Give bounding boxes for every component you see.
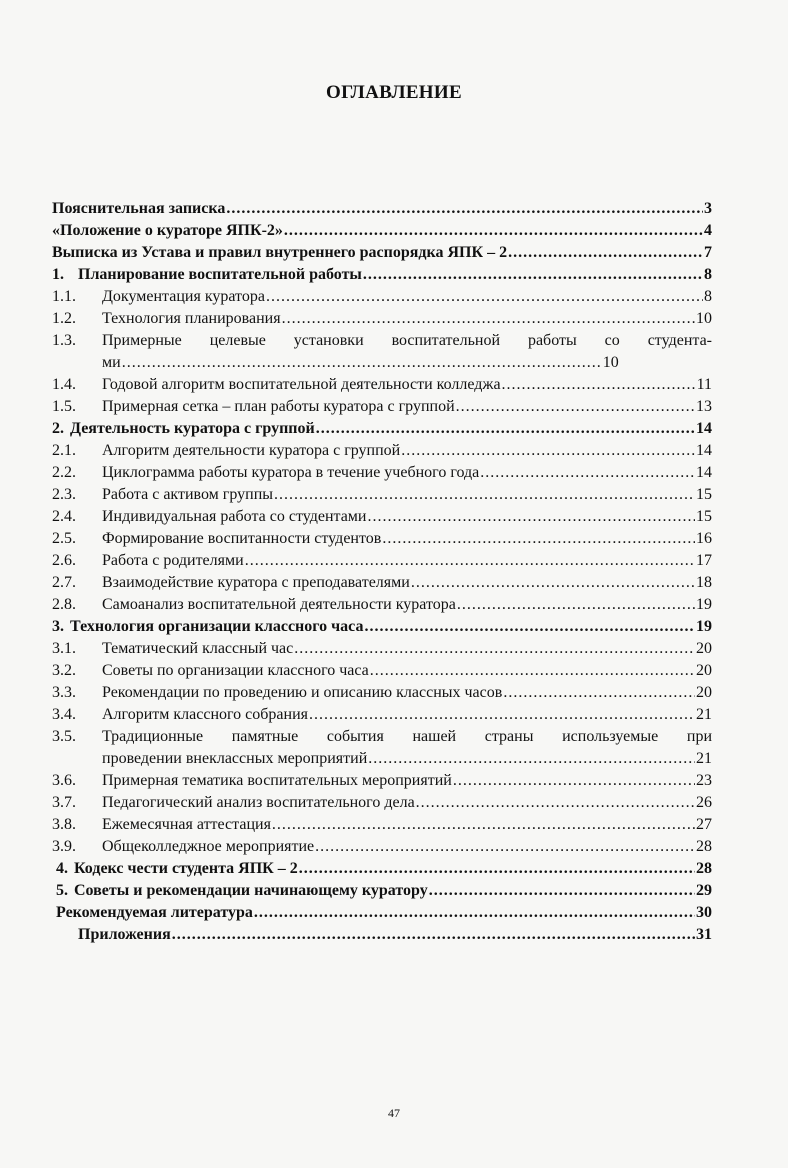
toc-entry — [52, 462, 712, 484]
toc-entry-title: Рекомендации по проведению и описанию классных часов — [102, 684, 503, 701]
toc-entry-page: 28 — [696, 860, 712, 877]
toc-entry-number: 2.8. — [52, 596, 76, 613]
leader-dots — [309, 704, 695, 726]
toc-entry-title: Приложения — [78, 926, 171, 943]
toc-entry-page: 20 — [696, 662, 712, 679]
toc-entry-number: 2.4. — [52, 508, 76, 525]
toc-entry-number: 3.6. — [52, 772, 76, 789]
toc-entry — [52, 704, 712, 726]
leader-dots — [503, 682, 695, 704]
toc-entry — [52, 836, 712, 858]
toc-entry-page: 19 — [696, 596, 712, 613]
page-title: ОГЛАВЛЕНИЕ — [326, 82, 462, 103]
leader-dots — [429, 880, 695, 902]
toc-entry-title: Выписка из Устава и правил внутреннего распорядка ЯПК – 2 — [52, 244, 508, 261]
toc-entry-page: 11 — [696, 376, 712, 393]
toc-entry — [52, 616, 712, 638]
toc-entry — [52, 220, 712, 242]
leader-dots — [502, 374, 696, 396]
toc-entry-page: 17 — [696, 552, 712, 569]
toc-entry — [52, 924, 712, 946]
toc-entry-number: 3.4. — [52, 706, 76, 723]
toc-entry-title: Индивидуальная работа со студентами — [102, 508, 367, 525]
toc-entry-page: 8 — [704, 266, 712, 283]
leader-dots — [456, 396, 695, 418]
toc-entry-page: 19 — [696, 618, 712, 635]
toc-entry-title: Общеколледжное мероприятие — [102, 838, 315, 855]
toc-entry-page: 21 — [696, 750, 712, 767]
toc-entry-number: 2.5. — [52, 530, 76, 547]
toc-entry-title: Документация куратора — [102, 288, 265, 305]
toc-entry-title: Педагогический анализ воспитательного дела — [102, 794, 415, 811]
leader-dots — [401, 440, 695, 462]
toc-entry-page: 18 — [696, 574, 712, 591]
toc-entry-page: 21 — [696, 706, 712, 723]
toc-entry — [52, 814, 712, 836]
toc-entry-title: Взаимодействие куратора с преподавателями — [102, 574, 410, 591]
toc-entry-page: 23 — [696, 772, 712, 789]
leader-dots — [172, 924, 695, 946]
toc-entry-page: 13 — [696, 398, 712, 415]
toc-entry-page: 7 — [704, 244, 712, 261]
leader-dots — [122, 352, 602, 374]
toc-entry — [52, 726, 712, 770]
leader-dots — [368, 506, 696, 528]
toc-entry — [52, 858, 712, 880]
toc-entry-page: 26 — [696, 794, 712, 811]
toc-entry-title: Планирование воспитательной работы — [78, 266, 362, 283]
leader-dots — [226, 198, 703, 220]
toc-entry-title: Работа с активом группы — [102, 486, 274, 503]
toc-entry-title: Примерная тематика воспитательных мероприятий — [102, 772, 452, 789]
leader-dots — [370, 660, 695, 682]
toc-entry-number: 2.7. — [52, 574, 76, 591]
leader-dots — [272, 814, 695, 836]
toc-entry-title: «Положение о кураторе ЯПК-2» — [52, 222, 283, 239]
toc-entry — [52, 242, 712, 264]
toc-entry — [52, 792, 712, 814]
toc-entry-page: 10 — [696, 310, 712, 327]
toc-entry-number: 1.5. — [52, 398, 76, 415]
toc-entry-page: 28 — [696, 838, 712, 855]
leader-dots — [282, 308, 695, 330]
toc-entry — [52, 660, 712, 682]
leader-dots — [382, 528, 695, 550]
toc-entry — [52, 880, 712, 902]
toc-entry-title: Технология организации классного часа — [70, 618, 364, 635]
toc-entry-number: 3.8. — [52, 816, 76, 833]
toc-entry-title: Алгоритм деятельности куратора с группой — [102, 442, 401, 459]
toc-entry-page: 14 — [696, 464, 712, 481]
leader-dots — [364, 616, 695, 638]
toc-entry-page: 3 — [704, 200, 712, 217]
toc-entry-page: 29 — [696, 882, 712, 899]
toc-entry-number: 3.5. — [52, 728, 76, 745]
toc-entry — [52, 682, 712, 704]
toc-entry-number: 3.3. — [52, 684, 76, 701]
toc-entry-number: 2.2. — [52, 464, 76, 481]
toc-entry-title: Традиционные памятные события нашей страны используемые при — [102, 728, 712, 745]
leader-dots — [274, 484, 695, 506]
leader-dots — [315, 836, 695, 858]
toc-entry — [52, 330, 712, 374]
toc-entry — [52, 374, 712, 396]
toc-entry — [52, 572, 712, 594]
toc-entry — [52, 484, 712, 506]
leader-dots — [299, 858, 695, 880]
toc-entry-title-continuation: проведении внеклассных мероприятий — [102, 750, 368, 767]
toc-entry-title: Работа с родителями — [102, 552, 244, 569]
leader-dots — [480, 462, 695, 484]
toc-entry — [52, 770, 712, 792]
toc-entry — [52, 440, 712, 462]
toc-entry-page: 4 — [704, 222, 712, 239]
toc-entry — [52, 396, 712, 418]
toc-entry — [52, 198, 712, 220]
toc-entry-page: 15 — [696, 508, 712, 525]
toc-entry — [52, 308, 712, 330]
toc-entry-page: 15 — [696, 486, 712, 503]
toc-entry-number: 2.6. — [52, 552, 76, 569]
toc-entry-title: Кодекс чести студента ЯПК – 2 — [74, 860, 298, 877]
toc-entry-page: 27 — [696, 816, 712, 833]
leader-dots — [316, 418, 695, 440]
toc-entry-page: 16 — [696, 530, 712, 547]
leader-dots — [245, 550, 695, 572]
toc-entry-number: 1.2. — [52, 310, 76, 327]
toc-entry — [52, 902, 712, 924]
leader-dots — [416, 792, 695, 814]
leader-dots — [266, 286, 703, 308]
toc-entry-number: 5. — [56, 882, 68, 899]
toc-entry-title: Годовой алгоритм воспитательной деятельности колледжа — [102, 376, 501, 393]
toc-entry-page: 20 — [696, 684, 712, 701]
toc-entry — [52, 506, 712, 528]
toc-entry-title: Формирование воспитанности студентов — [102, 530, 382, 547]
toc-entry-number: 3.7. — [52, 794, 76, 811]
toc-entry-title: Рекомендуемая литература — [56, 904, 253, 921]
toc-entry-number: 1.3. — [52, 332, 76, 349]
toc-entry-page: 30 — [696, 904, 712, 921]
leader-dots — [457, 594, 695, 616]
toc-entry-number: 1.1. — [52, 288, 76, 305]
page-number: 47 — [388, 1106, 400, 1120]
toc-entry — [52, 264, 712, 286]
leader-dots — [294, 638, 695, 660]
toc-entry-title: Алгоритм классного собрания — [102, 706, 308, 723]
toc-entry-title-continuation: ми — [102, 354, 121, 371]
toc-entry-page: 8 — [704, 288, 712, 305]
leader-dots — [254, 902, 695, 924]
toc-entry — [52, 418, 712, 440]
toc-entry-title: Тематический классный час — [102, 640, 294, 657]
leader-dots — [453, 770, 695, 792]
toc-entry-page: 14 — [696, 420, 712, 437]
toc-entry — [52, 286, 712, 308]
leader-dots — [368, 748, 695, 770]
toc-entry — [52, 528, 712, 550]
toc-entry-title: Примерные целевые установки воспитательной работы со студента- — [102, 332, 712, 349]
toc-entry-number: 2. — [52, 420, 64, 437]
toc-entry-title: Технология планирования — [102, 310, 281, 327]
toc-entry-title: Деятельность куратора с группой — [70, 420, 315, 437]
toc-entry-number: 1.4. — [52, 376, 76, 393]
toc-entry — [52, 594, 712, 616]
toc-entry-number: 2.1. — [52, 442, 76, 459]
leader-dots — [284, 220, 703, 242]
toc-entry-page: 31 — [696, 926, 712, 943]
toc-entry-number: 2.3. — [52, 486, 76, 503]
toc-entry — [52, 638, 712, 660]
toc-entry-page: 20 — [696, 640, 712, 657]
toc-entry — [52, 550, 712, 572]
toc-entry-number: 3. — [52, 618, 64, 635]
toc-entry-number: 4. — [56, 860, 68, 877]
leader-dots — [508, 242, 703, 264]
toc-entry-title: Пояснительная записка — [52, 200, 226, 217]
toc-entry-title: Примерная сетка – план работы куратора с группой — [102, 398, 455, 415]
leader-dots — [411, 572, 695, 594]
toc-entry-number: 1. — [52, 266, 64, 283]
toc-entry-title: Советы по организации классного часа — [102, 662, 369, 679]
toc-entry-title: Циклограмма работы куратора в течение учебного года — [102, 464, 480, 481]
table-of-contents — [52, 198, 712, 946]
toc-entry-number: 3.9. — [52, 838, 76, 855]
toc-entry-title: Самоанализ воспитательной деятельности куратора — [102, 596, 456, 613]
toc-entry-title: Советы и рекомендации начинающему куратору — [74, 882, 428, 899]
leader-dots — [363, 264, 703, 286]
toc-entry-number: 3.1. — [52, 640, 76, 657]
toc-entry-title: Ежемесячная аттестация — [102, 816, 271, 833]
toc-entry-page: 10 — [602, 354, 619, 371]
toc-entry-number: 3.2. — [52, 662, 76, 679]
toc-entry-page: 14 — [696, 442, 712, 459]
